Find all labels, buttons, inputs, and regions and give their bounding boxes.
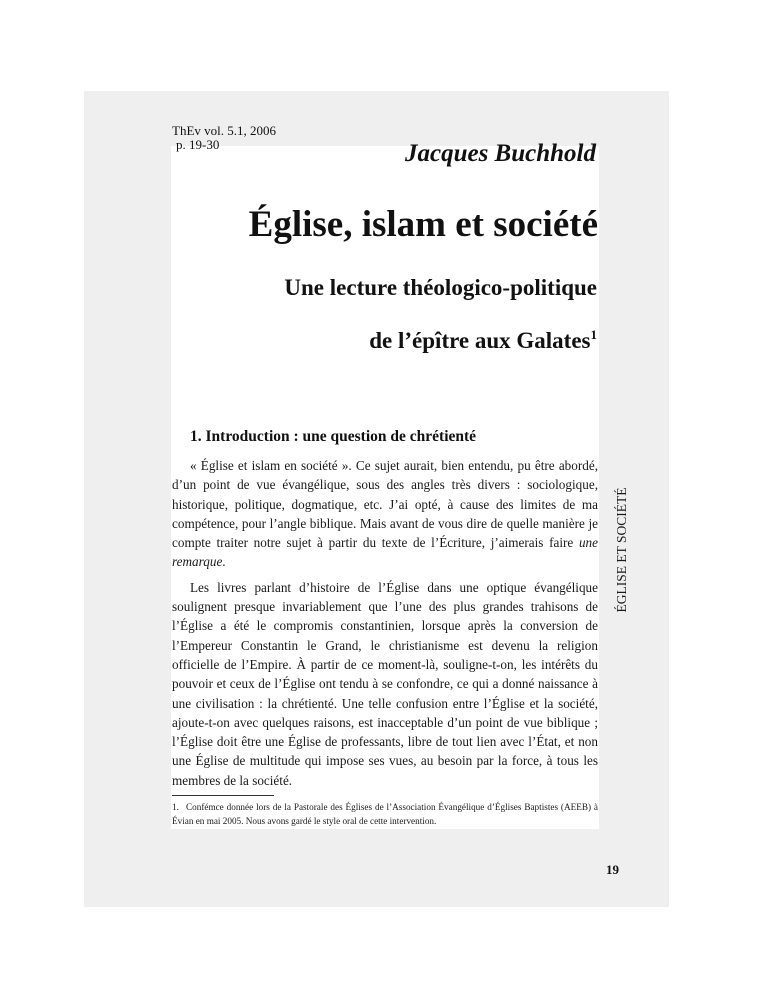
running-head-text: ÉGLISE ET SOCIÉTÉ [614, 487, 629, 613]
author-name: Jacques Buchhold [404, 140, 596, 167]
journal-pages: p. 19-30 [176, 137, 220, 152]
footnote-reference[interactable]: 1 [590, 327, 597, 342]
paragraph-1-text: « Église et islam en société ». Ce sujet aurait, bien entendu, pu être abordé, d’un point de vue évangélique, sous des angles très divers : sociologique, historique, politique, dogmatique, etc. J’ai opté, à cause des limites de ma compétence, pour l’angle biblique. Mais avant de vous dire de quelle manière je compte traiter notre sujet à partir du texte de l’Écriture, j’aimerais faire [172, 458, 598, 551]
paragraph-1-end: . [222, 554, 226, 570]
section-heading: 1. Introduction : une question de chrétienté [190, 428, 477, 445]
running-head [612, 470, 632, 630]
footnote-divider [172, 795, 274, 796]
subtitle-line-2-text: de l’épître aux Galates [369, 328, 591, 353]
article-subtitle-line-2 [369, 327, 597, 354]
article-title: Église, islam et société [248, 204, 598, 245]
paragraph-2: Les livres parlant d’histoire de l’Église dans une optique évangélique soulignent presque invariablement que l’une des plus grandes trahisons de l’Église a été le compromis constantinien, lorsque après la conversion de l’Empereur Constantin le Grand, le christianisme est devenu la religion officielle de l’Empire. À partir de ce moment-là, souligne-t-on, les intérêts du pouvoir et ceux de l’Église ont tendu à se confondre, ce qui a donné naissance à une civilisation : la chrétienté. Une telle confusion entre l’Église et la société, ajoute-t-on avec quelques raisons, est inacceptable d’un point de vue biblique ; l’Église doit être une Église de professants, libre de tout lien avec l’État, et non une Église de multitude qui impose ses vues, au besoin par la force, à tous les membres de la société. [172, 579, 598, 788]
journal-reference [172, 124, 276, 152]
footnote-marker: 1. [172, 802, 179, 812]
journal-volume: ThEv vol. 5.1, 2006 [172, 123, 276, 138]
footnote [172, 800, 598, 828]
paragraph-1 [172, 456, 598, 572]
footnote-text: Confémce donnée lors de la Pastorale des Églises de l’Association Évangélique d’Églises Baptistes (AEEB) à Évian en mai 2005. Nous avons gardé le style oral de cette intervention. [172, 802, 598, 826]
page-number: 19 [606, 862, 619, 877]
paragraph-1-emphasis: une remarque [172, 535, 598, 570]
body-text [172, 456, 598, 796]
article-subtitle-line-1: Une lecture théologico-politique [284, 275, 597, 300]
